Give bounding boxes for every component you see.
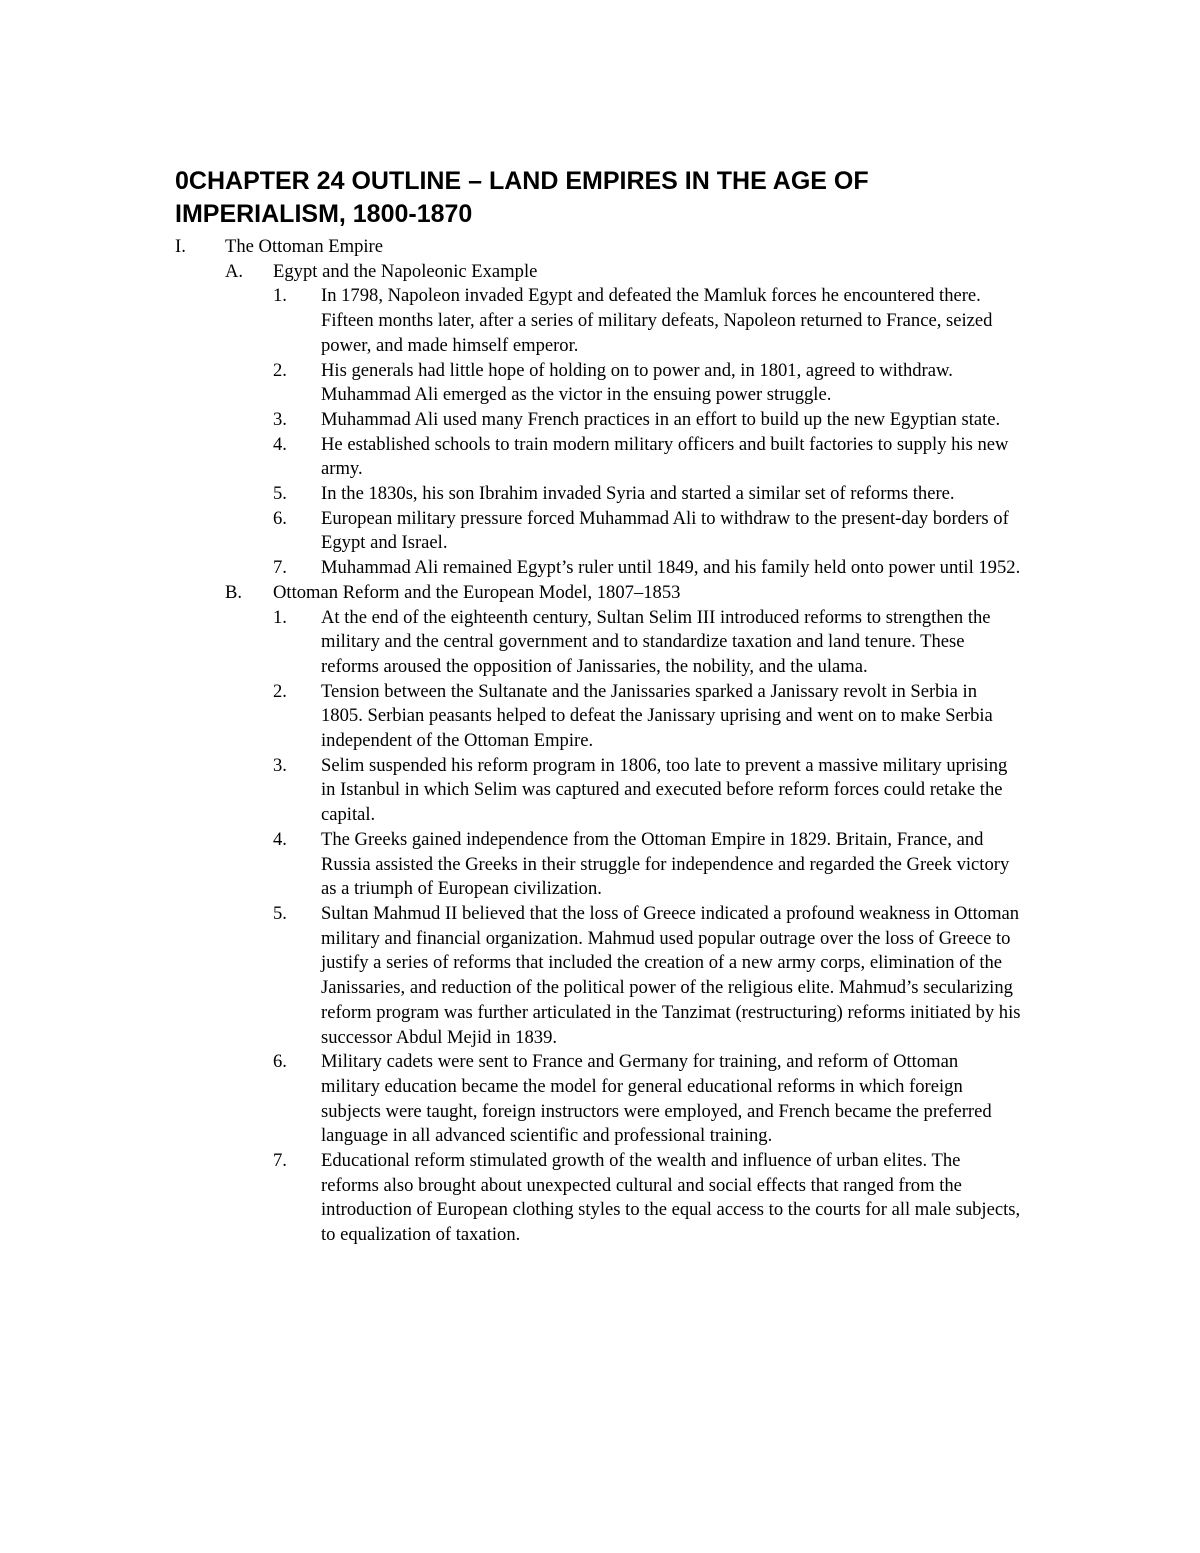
- list-item: [0, 754, 1200, 828]
- subsection-heading-a: [0, 260, 1200, 285]
- list-item: [0, 902, 1200, 1050]
- item-text: Educational reform stimulated growth of the wealth and influence of urban elites. The reforms also brought about unexpected cultural and social effects that ranged from the introduction of European clothing styles to the equal access to the courts for all male subjects, to equalization of taxation.: [321, 1150, 1021, 1246]
- document-title: 0CHAPTER 24 OUTLINE – LAND EMPIRES IN THE AGE OF IMPERIALISM, 1800-1870: [175, 167, 869, 228]
- section-title: The Ottoman Empire: [225, 236, 384, 257]
- list-item: [0, 408, 1200, 433]
- subsection-marker: B.: [225, 581, 243, 603]
- list-item: [0, 1149, 1200, 1248]
- subsection-marker: A.: [225, 260, 244, 282]
- item-number: 4.: [273, 433, 287, 455]
- item-number: 2.: [273, 359, 287, 381]
- section-heading: [0, 235, 1200, 260]
- list-item: [0, 1050, 1200, 1149]
- item-number: 6.: [273, 1051, 287, 1073]
- item-number: 2.: [273, 680, 287, 702]
- item-number: 7.: [273, 557, 287, 579]
- item-number: 1.: [273, 606, 287, 628]
- item-text: In the 1830s, his son Ibrahim invaded Syria and started a similar set of reforms there.: [321, 483, 955, 505]
- item-text: Sultan Mahmud II believed that the loss of Greece indicated a profound weakness in Ottoman military and financial organization. Mahmud used popular outrage over the loss of Greece to justify a series of reforms that included the creation of a new army corps, elimination of the Janissaries, and reduction of the political power of the religious elite. Mahmud’s secularizing reform program was further articulated in the Tanzimat (restructuring) reforms initiated by his successor Abdul Mejid in 1839.: [321, 902, 1021, 1048]
- item-text: He established schools to train modern military officers and built factories to supply his new army.: [321, 433, 1009, 480]
- item-text: At the end of the eighteenth century, Sultan Selim III introduced reforms to strengthen the military and the central government and to standardize taxation and land tenure. These reforms aroused the opposition of Janissaries, the nobility, and the ulama.: [321, 606, 991, 677]
- list-item: [0, 680, 1200, 754]
- item-text: Tension between the Sultanate and the Janissaries sparked a Janissary revolt in Serbia in 1805. Serbian peasants helped to defeat the Janissary uprising and went on to make Serbia independent of the Ottoman Empire.: [321, 680, 993, 752]
- outline: [0, 235, 1200, 1248]
- item-text: Military cadets were sent to France and Germany for training, and reform of Ottoman military education became the model for general educational reforms in which foreign subjects were taught, foreign instructors were employed, and French became the preferred language in all advanced scientific and professional training.: [321, 1051, 992, 1147]
- item-text: Muhammad Ali remained Egypt’s ruler until 1849, and his family held onto power until 1952.: [321, 557, 1021, 579]
- list-item: [0, 433, 1200, 482]
- list-item: [0, 284, 1200, 358]
- item-text: The Greeks gained independence from the Ottoman Empire in 1829. Britain, France, and Russia assisted the Greeks in their struggle for independence and regarded the Greek victory as a triumph of European civilization.: [321, 828, 1010, 900]
- item-text: His generals had little hope of holding on to power and, in 1801, agreed to withdraw. Muhammad Ali emerged as the victor in the ensuing power struggle.: [321, 359, 953, 406]
- item-number: 3.: [273, 754, 287, 776]
- item-number: 5.: [273, 902, 287, 924]
- list-item: [0, 828, 1200, 902]
- item-text: In 1798, Napoleon invaded Egypt and defeated the Mamluk forces he encountered there. Fifteen months later, after a series of military defeats, Napoleon returned to France, seized power, and made himself emperor.: [321, 285, 993, 356]
- list-item: [0, 556, 1200, 581]
- list-item: [0, 482, 1200, 507]
- item-number: 7.: [273, 1150, 287, 1172]
- item-number: 1.: [273, 285, 287, 307]
- subsection-title: Egypt and the Napoleonic Example: [273, 260, 538, 282]
- item-number: 5.: [273, 483, 287, 505]
- item-number: 6.: [273, 507, 287, 529]
- item-text: European military pressure forced Muhammad Ali to withdraw to the present-day borders of Egypt and Israel.: [321, 507, 1009, 554]
- list-item: [0, 359, 1200, 408]
- item-text: Muhammad Ali used many French practices in an effort to build up the new Egyptian state.: [321, 408, 1001, 430]
- list-item: [0, 606, 1200, 680]
- section-marker: I.: [175, 236, 186, 257]
- subsection-title: Ottoman Reform and the European Model, 1807–1853: [273, 581, 681, 603]
- item-text: Selim suspended his reform program in 1806, too late to prevent a massive military uprising in Istanbul in which Selim was captured and executed before reform forces could retake the capital.: [321, 754, 1008, 826]
- list-item: [0, 507, 1200, 556]
- subsection-heading-b: [0, 581, 1200, 606]
- item-number: 4.: [273, 828, 287, 850]
- item-number: 3.: [273, 408, 287, 430]
